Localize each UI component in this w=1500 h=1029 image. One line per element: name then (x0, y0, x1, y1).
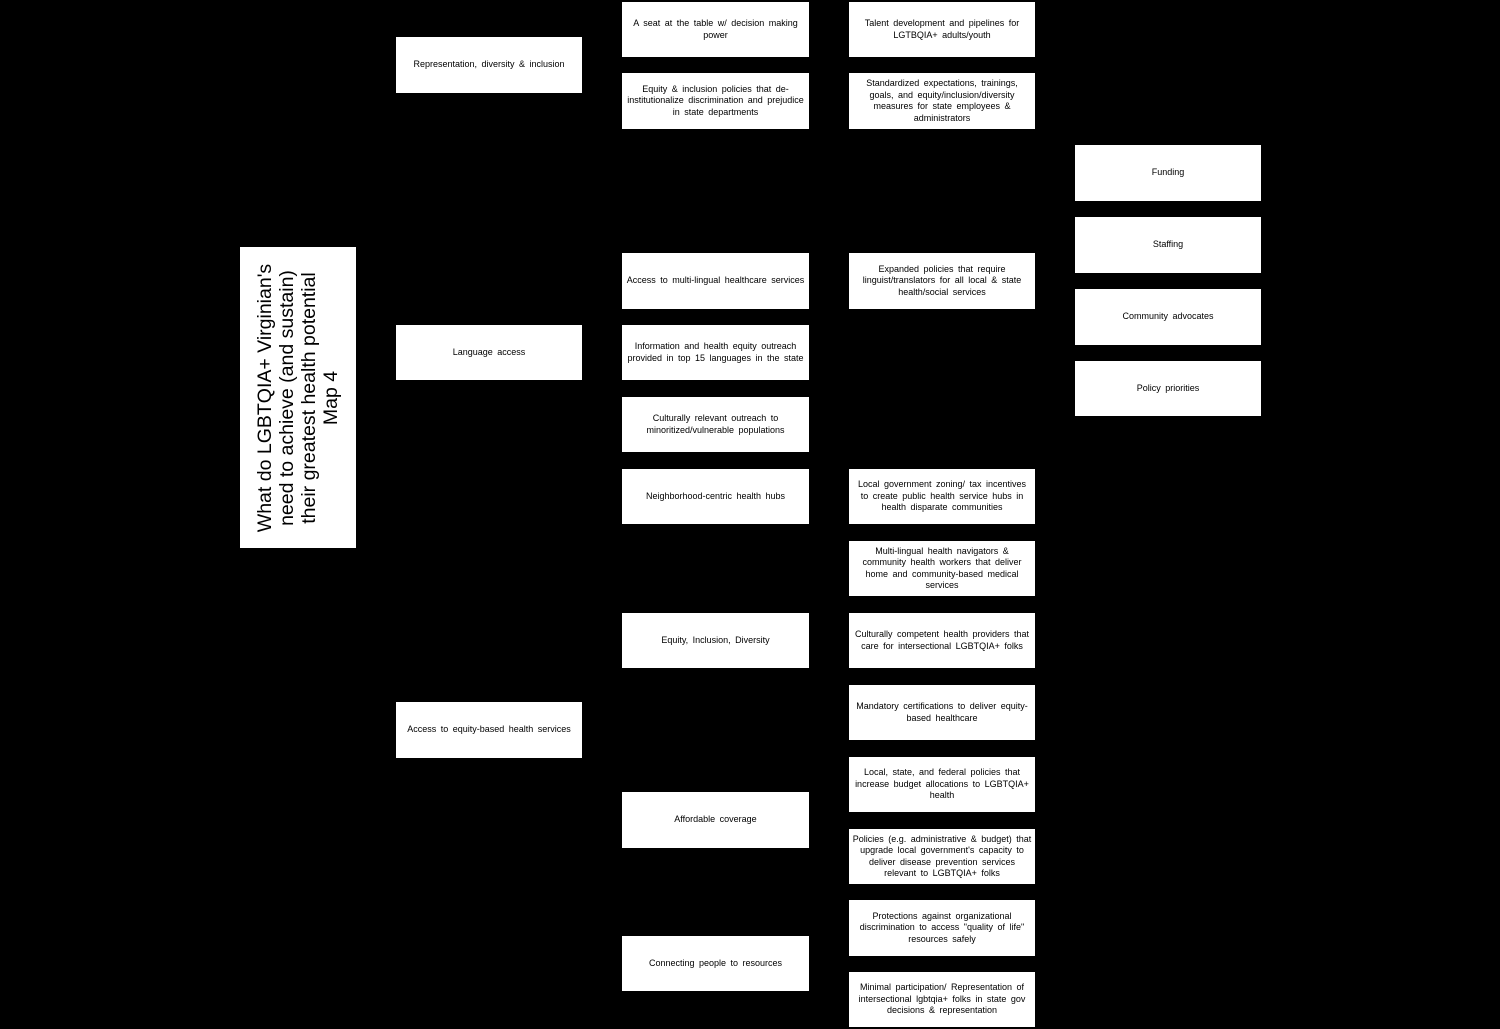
node-funding: Funding (1075, 145, 1261, 201)
node-talent-development: Talent development and pipelines for LGTBQIA+ adults/youth (849, 2, 1035, 57)
map-label: Map 4 (320, 370, 342, 425)
node-multilingual-healthcare: Access to multi-lingual healthcare services (622, 253, 809, 309)
root-title (240, 247, 356, 548)
node-local-government-zoning: Local government zoning/ tax incentives to create public health service hubs in health disparate communities (849, 469, 1035, 524)
root-title-line-1: What do LGBTQIA+ Virginian's (254, 263, 276, 532)
node-protections-discrimination: Protections against organizational discrimination to access "quality of life" resources safely (849, 900, 1035, 956)
node-seat-at-table: A seat at the table w/ decision making power (622, 2, 809, 57)
node-staffing: Staffing (1075, 217, 1261, 273)
node-expanded-policies-translators: Expanded policies that require linguist/translators for all local & state health/social services (849, 253, 1035, 309)
node-standardized-expectations: Standardized expectations, trainings, goals, and equity/inclusion/diversity measures for state employees & administrators (849, 73, 1035, 129)
node-community-advocates: Community advocates (1075, 289, 1261, 345)
node-mandatory-certifications: Mandatory certifications to deliver equity-based healthcare (849, 685, 1035, 740)
node-neighborhood-health-hubs: Neighborhood-centric health hubs (622, 469, 809, 524)
node-culturally-relevant-outreach: Culturally relevant outreach to minoritized/vulnerable populations (622, 397, 809, 452)
node-access-equity-based-health-services: Access to equity-based health services (396, 702, 582, 758)
root-node (240, 247, 356, 548)
node-policies-local-capacity: Policies (e.g. administrative & budget) that upgrade local government's capacity to deliver disease prevention services relevant to LGBTQIA+ folks (849, 829, 1035, 884)
node-language-access: Language access (396, 325, 582, 380)
root-title-line-2: need to achieve (and sustain) (276, 269, 298, 526)
node-minimal-participation: Minimal participation/ Representation of intersectional lgbtqia+ folks in state gov decisions & representation (849, 972, 1035, 1027)
node-budget-allocations: Local, state, and federal policies that increase budget allocations to LGBTQIA+ health (849, 757, 1035, 812)
node-representation-diversity-inclusion: Representation, diversity & inclusion (396, 37, 582, 93)
node-multilingual-navigators: Multi-lingual health navigators & community health workers that deliver home and community-based medical services (849, 541, 1035, 596)
node-culturally-competent-providers: Culturally competent health providers that care for intersectional LGBTQIA+ folks (849, 613, 1035, 668)
node-equity-inclusion-diversity: Equity, Inclusion, Diversity (622, 613, 809, 668)
node-information-outreach: Information and health equity outreach provided in top 15 languages in the state (622, 325, 809, 380)
root-title-line-3: their greatest health potential (298, 271, 320, 524)
node-equity-inclusion-policies: Equity & inclusion policies that de-institutionalize discrimination and prejudice in state departments (622, 73, 809, 129)
node-policy-priorities: Policy priorities (1075, 361, 1261, 416)
node-affordable-coverage: Affordable coverage (622, 792, 809, 848)
node-connecting-people-resources: Connecting people to resources (622, 936, 809, 991)
